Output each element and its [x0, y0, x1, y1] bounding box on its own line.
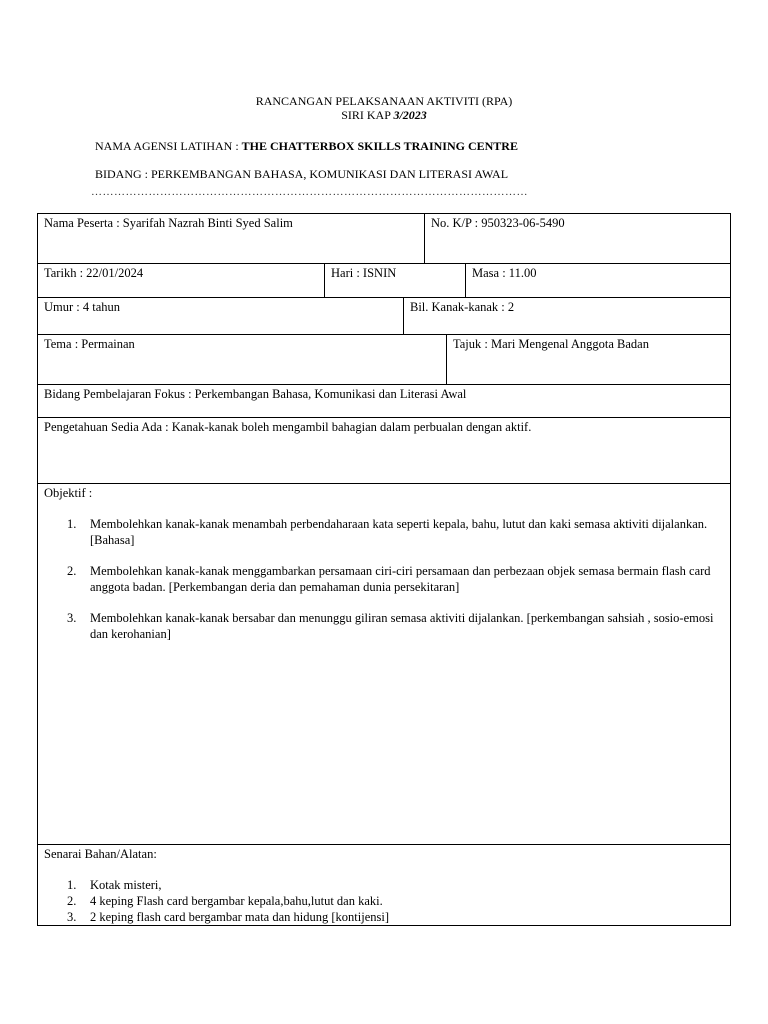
tema-cell: Tema : Permainan — [44, 337, 135, 351]
agensi-line: NAMA AGENSI LATIHAN : THE CHATTERBOX SKILLS TRAINING CENTRE — [95, 139, 518, 153]
objektif-list — [44, 516, 724, 642]
bidang-line: BIDANG : PERKEMBANGAN BAHASA, KOMUNIKASI DAN LITERASI AWAL — [95, 167, 509, 181]
dotted-divider: …………………………………………………………………………………………………… — [91, 186, 528, 198]
tarikh-cell: Tarikh : 22/01/2024 — [44, 266, 144, 280]
tajuk-cell: Tajuk : Mari Mengenal Anggota Badan — [446, 335, 730, 384]
row-bidang-fokus — [38, 385, 730, 418]
nama-peserta-cell: Nama Peserta : Syarifah Nazrah Binti Syed Salim — [44, 216, 293, 230]
bahan-list — [44, 877, 724, 925]
objektif-cell — [38, 484, 730, 844]
hari-cell: Hari : ISNIN — [324, 264, 465, 297]
bil-kanak-cell: Bil. Kanak-kanak : 2 — [403, 298, 730, 334]
siri-line: SIRI KAP 3/2023 — [341, 108, 427, 122]
bahan-item: 1. Kotak misteri, — [67, 878, 162, 892]
objektif-item: 1. Membolehkan kanak-kanak menambah perbendaharaan kata seperti kepala, bahu, lutut dan kaki semasa aktiviti dijalankan. [Bahasa] — [67, 517, 708, 547]
bidang-fokus-cell: Bidang Pembelajaran Fokus : Perkembangan Bahasa, Komunikasi dan Literasi Awal — [44, 387, 467, 401]
row-umur — [38, 298, 730, 335]
objektif-item: 2. Membolehkan kanak-kanak menggambarkan persamaan ciri-ciri persamaan dan perbezaan objek semasa bermain flash card anggota badan. [Perkembangan deria dan pemahaman dunia persekitaran] — [67, 564, 711, 594]
bahan-cell — [38, 845, 730, 925]
bahan-label: Senarai Bahan/Alatan: — [44, 847, 157, 861]
row-bahan — [38, 845, 730, 925]
rpa-form-table — [37, 213, 731, 926]
objektif-item: 3. Membolehkan kanak-kanak bersabar dan menunggu giliran semasa aktiviti dijalankan. [perkembangan sahsiah , sosio-emosi dan kerohanian] — [67, 611, 714, 641]
row-tarikh — [38, 264, 730, 298]
pengetahuan-cell: Pengetahuan Sedia Ada : Kanak-kanak boleh mengambil bahagian dalam perbualan dengan aktif. — [44, 420, 532, 434]
bahan-item: 2. 4 keping Flash card bergambar kepala,bahu,lutut dan kaki. — [67, 894, 383, 908]
umur-cell: Umur : 4 tahun — [44, 300, 121, 314]
objektif-label: Objektif : — [44, 486, 93, 500]
no-kp-cell: No. K/P : 950323-06-5490 — [424, 214, 730, 263]
bahan-item: 3. 2 keping flash card bergambar mata dan hidung [kontijensi] — [67, 910, 389, 924]
row-peserta — [38, 214, 730, 264]
row-pengetahuan — [38, 418, 730, 484]
row-objektif — [38, 484, 730, 845]
document-title: RANCANGAN PELAKSANAAN AKTIVITI (RPA) — [255, 94, 513, 108]
row-tema — [38, 335, 730, 385]
masa-cell: Masa : 11.00 — [465, 264, 730, 297]
